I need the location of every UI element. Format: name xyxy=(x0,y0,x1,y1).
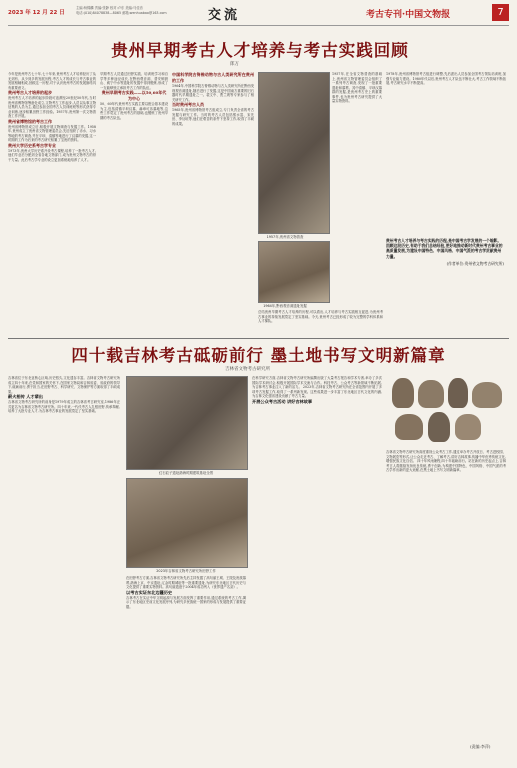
article1-photo-survey xyxy=(258,72,330,234)
article2-paragraph: 四十年风雨兼程,四十年砥砺前行。站在新的历史起点上,吉林考古人将继续发扬优良传统,勇于创新,为构建中国特色、中国风格、中国气派的考古学作出新的更大贡献,在黑土地上书写文明新篇章。 xyxy=(386,459,506,472)
article1-paragraph: 贵州省博物馆成立后,积极开展文物调查与发掘工作。1958年,贵州成立了贵州省文物管理委员会,先后组织了赤水、习水等地的考古调查,并在平坝、清镇等地进行了汉墓的发掘,这一时期的工作为后来的考古研究积累了宝贵的资料。 xyxy=(8,124,96,142)
article1-note-text: 贵州考古人才培养与考古实践的历程,是中国考古学发展的一个缩影。回顾这段历史,有助于我们总结经验,更好地推动新时代贵州考古事业的高质量发展,为建设中国特色、中国风格、中国气派的考古学贡献贵州力量。 xyxy=(386,238,503,259)
article1-paragraph: 贵州考古人才培养的起步阶段可追溯至20世纪50年代,当时贵州省博物馆筹备处成立,文物考古工作起步,人员以从事文物征集的人员为主,通过参加全国考古人员训练班等形式获得专业训练,逐步积累田野工作经验。1957年,贵州第一次文物普查工作开展。 xyxy=(8,96,96,118)
article1-column-3 xyxy=(172,72,254,334)
article1-paragraph: 今年是贵州考古七十年,七十年来,贵州考古人才培养经历了从无到有、从少到多的发展历程,考古人才的成长与考古事业的发展相辅相成,回顾这一历程,对于认识贵州考古的发展脉络具有重要意义。 xyxy=(8,72,96,90)
article1-photo-caption: 1964年,黔西观音洞遗址发掘 xyxy=(263,304,307,308)
article2-byline: 吉林省文物考古研究所 xyxy=(225,367,270,372)
pottery-artifact-image xyxy=(395,414,423,440)
article1-subheading: 中国科学院古脊椎动物与古人类研究所在贵州的工作 xyxy=(172,72,254,83)
article1-subheading: 贵州早期考古实践——以50,60年代为中心 xyxy=(101,90,167,101)
article1-paragraph: 1973年,贵州大学历史系开设考古课程,培养了一批考古人才,他们毕业后分配到全省各地文物部门,成为贵州文物考古的骨干力量。此后考古学专业的设立更加系统地培养了人才。 xyxy=(8,148,96,162)
article2-paragraph: 吉林省位于东北亚核心区域,历史悠久,文化遗存丰富。吉林省文物考古研究所成立四十年来,在党和国家的关怀下,在国家文物局和吉林省委、省政府的领导下,砥砺前行,勇于担当,在田野考古、科学研究、文物保护等方面取得了丰硕成果。 xyxy=(8,376,120,394)
article2-subheading: 开展公众考古活动 讲好吉林故事 xyxy=(252,398,313,404)
article1-paragraph: 1957年,在全省文物普查的基础上,贵州省文物管理委员会组织了一系列考古调查,发现了一批重要遗址和墓葬。其中清镇、平坝汉墓群的发掘,是贵州考古史上的重要事件,也为贵州考古研究提供了大量实物资料。 xyxy=(332,72,382,103)
pottery-artifact-image xyxy=(428,412,450,442)
article1-paragraph: 1965年,贵州省博物馆考古组成立,专门负责全省的考古发掘与研究工作。当时的考古人员包括熊水富、宋先世、李衍垣等,他们在艰苦的条件下坚持工作,取得了丰硕的成果。 xyxy=(172,108,254,126)
pottery-artifact-image xyxy=(448,378,468,408)
article2-paragraph: 吉林考古在实证中华文明起源与发展方面发挥了重要作用,通过系统的考古工作,揭示了东北地区史前文化发展序列,为研究多民族统一国家的形成与发展提供了重要证据。 xyxy=(126,595,246,609)
paper-name: 考古专刊·中国文物报 xyxy=(366,10,451,20)
article2-paragraph: 吉林省文物考古研究所高度重视公众考古工作,通过举办考古开放日、考古进校园、文物展览等形式,让公众走近考古、了解考古,讲好吉林故事,传播中华优秀传统文化,增强民族文化自信。 xyxy=(386,450,506,463)
article1-paragraph: 1978年,贵州省博物馆考古组进行调整,先后派出人员参加全国考古领队培训班,加强专业能力建设。1980年代以后,贵州考古人才队伍不断壮大,考古工作领域不断拓展,考古研究水平不断提高。 xyxy=(386,72,506,85)
article1-photo-caption: 1957年,贵州省文物普查 xyxy=(266,235,304,239)
article1-column-5 xyxy=(332,72,382,307)
article2-paragraph: 2023年,吉林省文物考古研究所在全省范围内开展了多项考古发掘工作,取得了一系列新发现。这些成果进一步丰富了东北地区古代文化的内涵,为吉林文化强省建设贡献了考古力量。 xyxy=(252,385,382,398)
article1-paragraph: 总结贵州早期考古人才培养的历程,可以看出,人才培养与考古实践相互促进,为贵州考古事业的持续发展奠定了坚实基础。今天,贵州考古已经形成了较为完整的学科体系和人才梯队。 xyxy=(258,310,383,323)
article1-subheading: 当时贵州考古人员 xyxy=(172,102,204,107)
page-header xyxy=(8,3,509,26)
article2-paragraph: 在田野考古方面,吉林省文物考古研究所先后主持发掘了高句丽王城、王陵及贵族墓葬,渤海上京、中京遗址,辽金时期城址等一批重要遗址,为研究东北地区古代历史与文化提供了重要实物资料。高句丽遗迹于2004年成功列入《世界遗产名录》。 xyxy=(126,576,246,589)
article1-column-6 xyxy=(386,72,506,234)
article2-editor-credit: (责编:李萍) xyxy=(470,744,491,749)
article1-title: 贵州早期考古人才培养与考古实践回顾 xyxy=(111,41,409,60)
article1-note-source: (作者单位:贵州省文物考古研究所) xyxy=(446,260,504,266)
page-number: 7 xyxy=(492,4,509,21)
article2-column-2 xyxy=(126,576,246,756)
article2-photo-site xyxy=(126,376,248,470)
article2-photo-caption: 红石砬子遗址渤海时期建筑基址全景 xyxy=(158,471,214,475)
article1-paragraph: 早期考古人员通过田野实践、培训班学习和自学等多种途径成长,在黔西观音洞、普安铜鼓山、威宁中水等遗址的发掘中得到锻炼,形成了一支能够独立承担考古工作的队伍。 xyxy=(100,72,168,90)
section-divider xyxy=(8,338,509,339)
article2-column-4 xyxy=(386,450,506,742)
section-title: 交流 xyxy=(207,8,240,23)
pottery-artifact-image xyxy=(472,382,502,408)
article2-column-1 xyxy=(8,376,120,756)
pottery-artifact-image xyxy=(455,414,481,440)
article1-column-2 xyxy=(100,72,168,334)
pottery-artifact-image xyxy=(392,378,414,408)
article1-paragraph: 1964年,中国科学院古脊椎动物与古人类研究所在黔西发现观音洞遗址,随后进行了发掘,这是中国南方重要的旧石器时代早期遗址之一。裴文中、贾兰坡等专家参与了相关研究工作。 xyxy=(172,84,254,102)
pottery-artifact-image xyxy=(418,380,444,408)
issue-date: 2023 年 12 月 22 日 xyxy=(8,10,65,16)
article1-subheading: 贵州大学历史系考古学专业 xyxy=(8,142,56,148)
editor-info: 主编:杨锦麟 责编:张静 校对:卢东 美编:马佳音 电话:(010)84078838—8065 邮箱:wenhuabao@163.com xyxy=(76,6,167,15)
article1-editor-note xyxy=(386,238,504,266)
article2-paragraph: 在科学研究方面,吉林省文物考古研究所编撰出版了大量考古报告和学术专著,举办了多次国际学术研讨会,积极开展国际学术交流与合作。科技考古、公众考古等新领域不断拓展,为吉林考古事业注入了新的活力。 xyxy=(252,376,382,389)
article1-subheading: 贵州考古人才培养的起步 xyxy=(8,90,52,95)
article1-column-4 xyxy=(258,310,383,338)
article1-paragraph: 50、60年代贵州考古实践主要以配合基本建设为主,包括清镇平坝汉墓、赫章可乐墓地等,这些工作奠定了贵州考古的基础,也锻炼了贵州早期的考古队伍。 xyxy=(100,102,168,120)
article2-paragraph: 吉林省文物考古研究所的前身是1979年成立的吉林省考古研究室,1986年正式更名为吉林省文物考古研究所。四十年来,一代代考古人扎根田野,传承奉献,培养了大批专业人才,为吉林考古事业的发展奠定了坚实基础。 xyxy=(8,400,120,413)
article2-title: 四十载吉林考古砥砺前行 墨土地书写文明新篇章 xyxy=(71,346,446,365)
article2-subheading: 薪火相传 人才辈出 xyxy=(8,394,43,399)
article1-byline: 郎万 xyxy=(230,62,239,67)
article2-photo-fieldwork xyxy=(126,478,248,568)
article1-column-1 xyxy=(8,72,96,334)
article2-photo-caption: 2023年吉林省文物考古研究所田野工作 xyxy=(156,569,216,573)
article2-subheading: 以考古实证东北边疆历史 xyxy=(126,589,173,595)
article1-photo-excavation xyxy=(258,241,330,303)
article1-subheading: 贵州省博物馆的考古工作 xyxy=(8,118,52,124)
article2-column-3 xyxy=(252,376,382,756)
